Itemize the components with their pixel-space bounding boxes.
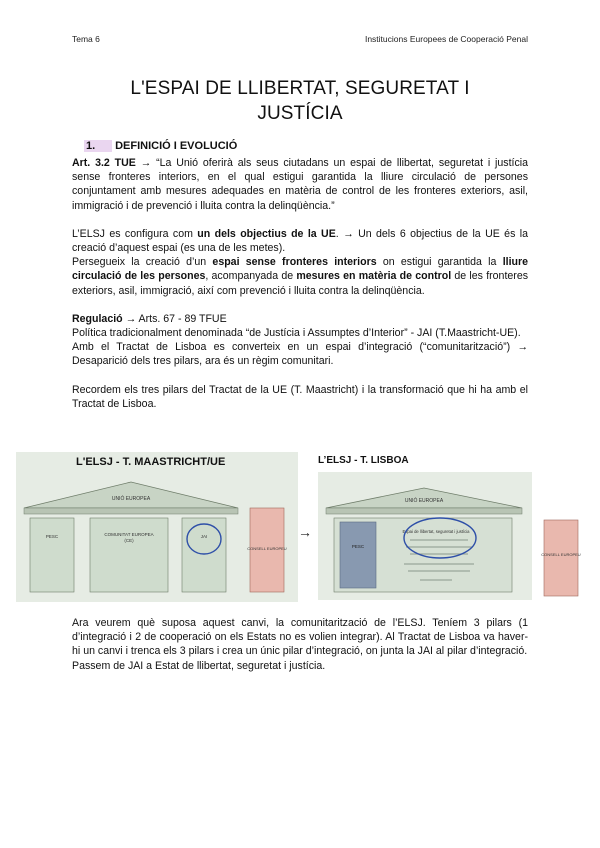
page-title <box>60 76 540 126</box>
art-3-2-arrow: → <box>135 157 157 169</box>
persegueix-bold-f: mesures en matèria de control <box>296 270 452 283</box>
objectius-paragraph <box>72 227 528 255</box>
header-right: Institucions Europees de Cooperació Penal <box>364 34 528 44</box>
lisboa-center-text: Espai de llibertat, seguretat i justícia <box>402 529 470 534</box>
politica-paragraph: Política tradicionalment denominada “de Justícia i Assumptes d’Interior” - JAI (T.Maastricht-UE). <box>72 327 521 340</box>
maastricht-roof-label: UNIÓ EUROPEA <box>111 496 151 502</box>
text-block-bottom <box>72 616 528 673</box>
maastricht-pillar-jai-label: JAI <box>200 534 208 539</box>
objectius-text-a: L’ELSJ es configura com <box>72 227 198 240</box>
persegueix-bold-b: espai sense fronteres interiors <box>212 256 377 269</box>
regulacio-label: Regulació <box>72 312 123 325</box>
figure-maastricht <box>16 452 298 602</box>
maastricht-pillar-pesc-label: PESC <box>45 534 59 539</box>
regulacio-text: → Arts. 67 - 89 TFUE <box>122 312 227 325</box>
art-3-2-quote: “La Unió oferirà als seus ciutadans un espai de llibertat, seguretat i justícia sense fronteres interiors, en el qual estigui garantida la lliure circulació de persones conjuntament amb mesures adequades en matèria de control de les fronteres exteriors, asil, immigració i de prevenció i lluita contra la delinqüència.” <box>72 157 529 212</box>
lisboa-consell-label: CONSELL EUROPEU <box>541 552 581 557</box>
persegueix-paragraph <box>72 255 528 298</box>
maastricht-pillar-pesc <box>30 518 74 592</box>
figure-lisboa <box>318 452 586 602</box>
lisboa-pillar-pesc-label: PESC <box>351 544 365 549</box>
lisboa-diagram <box>318 452 586 602</box>
maastricht-title: L'ELSJ - T. MAASTRICHT/UE <box>76 456 226 468</box>
art-3-2-label: Art. 3.2 TUE <box>72 157 136 169</box>
maastricht-pillar-ce <box>90 518 168 592</box>
title-line-1: L'ESPAI DE LLIBERTAT, SEGURETAT I <box>130 78 470 99</box>
persegueix-text-a: Persegueix la creació d’un <box>72 256 213 269</box>
title-line-2: JUSTÍCIA <box>257 103 343 124</box>
ara-paragraph: Ara veurem què suposa aquest canvi, la comunitarització de l’ELSJ. Teníem 3 pilars (1 d’integració i 2 de cooperació on els Estats no es volien integrar). Al Tractat de Lisboa va haver-hi un canvi i trenca els 3 pilars i crea un únic pilar d’integració, on junta la JAI al pilar d’integració. <box>72 617 528 658</box>
lisboa-title: L’ELSJ - T. LISBOA <box>318 455 409 466</box>
maastricht-pillar-jai <box>182 518 226 592</box>
lisboa-roof-label: UNIÓ EUROPEA <box>404 498 444 504</box>
art-3-2-paragraph <box>72 156 528 213</box>
lisboa-paragraph: Amb el Tractat de Lisboa es converteix en un espai d’integració (“comunitarització”) → Desaparició dels tres pilars, ara és un règim comunitari. <box>72 341 528 368</box>
passem-paragraph: Passem de JAI a Estat de llibertat, seguretat i justícia. <box>72 659 326 672</box>
text-block-top <box>72 156 528 411</box>
lisboa-beam <box>326 508 522 514</box>
persegueix-text-e: , acompanyada de <box>205 270 297 283</box>
maastricht-beam <box>24 508 238 514</box>
maastricht-pillar-ce-label: COMUNITAT EUROPEA <box>104 532 154 537</box>
regulacio-paragraph <box>72 312 528 326</box>
header-left: Tema 6 <box>72 34 100 44</box>
maastricht-diagram <box>16 452 298 602</box>
section-heading <box>84 140 237 152</box>
section-title: DEFINICIÓ I EVOLUCIÓ <box>115 140 238 152</box>
recordem-paragraph: Recordem els tres pilars del Tractat de la UE (T. Maastricht) i la transformació que hi ha amb el Tractat de Lisboa. <box>72 383 528 410</box>
objectius-bold: un dels objectius de la UE <box>197 227 336 240</box>
persegueix-bold-d: lliure circulació de les persones <box>72 256 529 283</box>
section-number: 1. <box>84 140 112 152</box>
persegueix-text-c: on estigui garantida la <box>376 256 503 269</box>
figure-arrow: → <box>298 524 312 540</box>
lisboa-consell-europeu <box>544 520 578 596</box>
persegueix-text-g: de les fronteres exteriors, asil, immigració, així com prevenció i lluita contra la delinqüència. <box>72 270 529 297</box>
maastricht-consell-label: CONSELL EUROPEU <box>247 546 287 551</box>
lisboa-pillar-pesc <box>340 522 376 588</box>
objectius-text-c: . → Un dels 6 objectius de la UE és la creació d’aquest espai (es una de les metes). <box>72 227 529 255</box>
maastricht-pillar-ce-sub: (CE) <box>124 538 134 543</box>
